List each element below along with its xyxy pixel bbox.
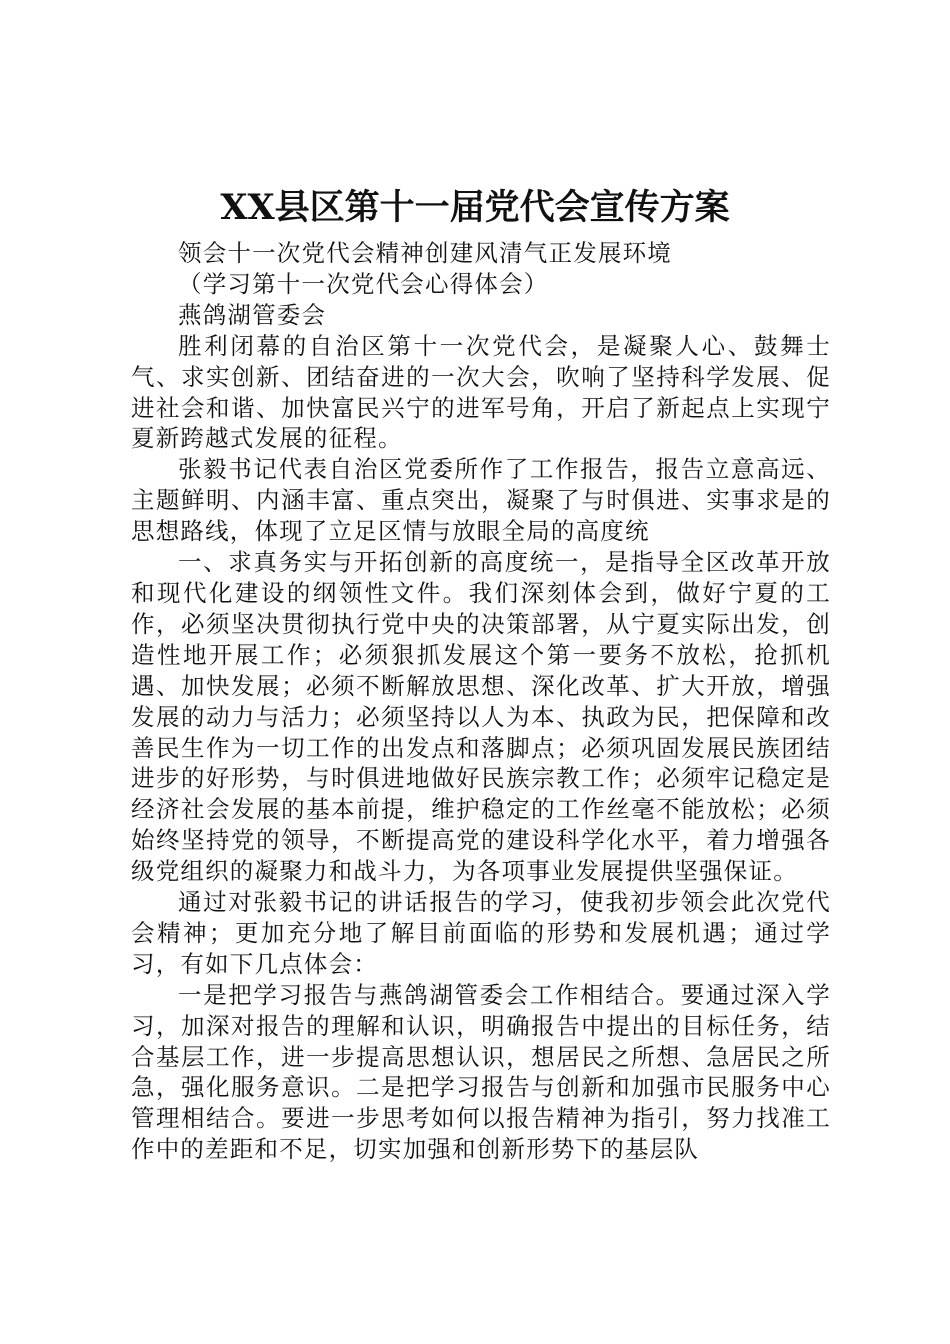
subtitle-parenthetical: （学习第十一次党代会心得体会） xyxy=(178,269,549,298)
author-line: 燕鸽湖管委会 xyxy=(178,300,327,329)
paragraph: 张毅书记代表自治区党委所作了工作报告，报告立意高远、主题鲜明、内涵丰富、重点突出，凝聚了与时俱进、实事求是的思想路线，体现了立足区情与放眼全局的高度统 xyxy=(131,455,831,546)
subtitle: 领会十一次党代会精神创建风清气正发展环境 xyxy=(178,239,672,267)
paragraph: 胜利闭幕的自治区第十一次党代会，是凝聚人心、鼓舞士气、求实创新、团结奋进的一次大会，吹响了坚持科学发展、促进社会和谐、加快富民兴宁的进军号角，开启了新起点上实现宁夏新跨越式发展的征程。 xyxy=(131,331,831,453)
document-title: XX县区第十一届党代会宣传方案 xyxy=(220,187,730,228)
document-body xyxy=(131,238,831,1165)
paragraph: 一、求真务实与开拓创新的高度统一，是指导全区改革开放和现代化建设的纲领性文件。我们深刻体会到，做好宁夏的工作，必须坚决贯彻执行党中央的决策部署，从宁夏实际出发，创造性地开展工作；必须狠抓发展这个第一要务不放松，抢抓机遇、加快发展；必须不断解放思想、深化改革、扩大开放，增强发展的动力与活力；必须坚持以人为本、执政为民，把保障和改善民生作为一切工作的出发点和落脚点；必须巩固发展民族团结进步的好形势，与时俱进地做好民族宗教工作；必须牢记稳定是经济社会发展的基本前提，维护稳定的工作丝毫不能放松；必须始终坚持党的领导，不断提高党的建设科学化水平，着力增强各级党组织的凝聚力和战斗力，为各项事业发展提供坚强保证。 xyxy=(131,548,831,886)
paragraph: 一是把学习报告与燕鸽湖管委会工作相结合。要通过深入学习，加深对报告的理解和认识，明确报告中提出的目标任务，结合基层工作，进一步提高思想认识，想居民之所想、急居民之所急，强化服务意识。二是把学习报告与创新和加强市民服务中心管理相结合。要进一步思考如何以报告精神为指引，努力找准工作中的差距和不足，切实加强和创新形势下的基层队 xyxy=(131,980,831,1164)
paragraph: 通过对张毅书记的讲话报告的学习，使我初步领会此次党代会精神；更加充分地了解目前面临的形势和发展机遇；通过学习，有如下几点体会： xyxy=(131,888,831,978)
